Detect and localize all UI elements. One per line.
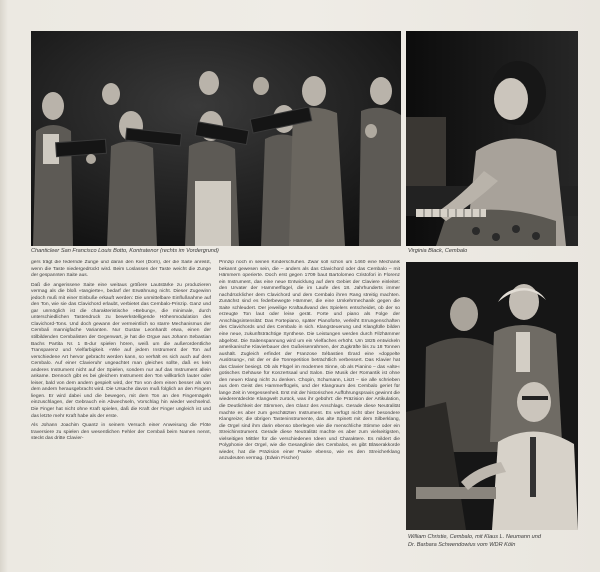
paragraph: Prinzip noch in seinen Kinderschuhen. Zwar soll schon um 1460 eine Mechanik bekannt gewesen sein, die – anders als das Clavichord oder das Cembalo – mit Hämmern operierte. Doch erst gegen 1709 baut Bartolomeo Cristofori in Florenz ein Instrument, das eine neue Entwicklung auf dem Gebiet der Claviere einleitet: den Urvater der Hammerflügel, die im Laufe des 18. Jahrhunderts immer nachdrücklicher dem Clavichord und dem Cembalo ihren Rang streitig machten. Zunächst sind es federbewegte Hämmer, die eine Umkehrmechanik gegen die Saite schleudert. Der jeweilige Kraftaufwand des Spielers entscheidet, ob der so erzeugte Ton laut oder leise gerät. Forte und piano als Folge der Anschlagsintensität: Das Fortepiano, später Pianoforte, verleiht Errungenschaften des Clavichords und des Cembalo in sich. Klangsteuerung und Klangfülle bilden eine neue, zukunftsträchtige Synthese. Die Leistungen werden durch Filzhämmer abgelöst. Die Saitenspannung wird um ein Vielfaches erhöht. Um 1825 entwickeln amerikanische Klavierbauer den Gußeisenrahmen, der Zugkräfte bis zu 18 Tonnen aushält. Zugleich erfindet der Franzose Sébastien Érard eine »doppelte Auslösung«, mit der er die Tonrepetition beträchtlich verbessert. Das Klavier hat das Clavier besiegt. Ob als Flügel im modernen Sinne, ob als Pianino – das »alte« gotisches Gehäuse für Konzertsaal und Salon. Die Musik der Romantik ist ohne den neuen Klang nicht zu denken. Chopin, Schumann, Liszt – sie alle schrieben aus dem Geist des Hammerflügels, und der Klangraum des Cembalo geriet für lange Zeit in Vergessenheit. Erst mit der historischen Aufführungspraxis gewinnt die wiederentdeckte Klangwelt zurück, was ihr gebührt: die Präzision der Artikulation, die Deutlichkeit der Stimmen, den Glanz des Anschlags. Gerade diese Neutralität machte es aber zum geschätzten Instrument. Es verfügt nicht über besondere Klangreize; die übrigen Tasteninstrumente, das alte Spinett mit dem Silberklang, die Orgel sind ihm darin ebenso überlegen wie die menschliche Stimme oder ein Streichinstrument. Gerade diese Neutralität machte es aber zum vielseitigsten, vielseitigen Mittler für die verschiedenen Ideen und Charaktere. Es mildert die Polyphonie der Orgel, wie die Gesanglinie des Cembalos, es gibt Bläserakkorde wieder, hat die Präzision einer Pauke ebenso, wie es den Streicherklang anzudeuten vermag. (Edwin Fischer) xyxy=(219,260,400,462)
paragraph: gers trägt die federnde Zunge und daran den Kiel (Dorn), der die Saite anreißt, wenn die Taste niedergedrückt wird. Beim Loslassen der Taste weicht die Zunge der gespannten Saite aus. xyxy=(31,260,211,279)
paragraph: Daß die angerissene Saite eine weitaus größere Lautstärke zu produzieren vermag als die bloß »tangierte«, bedarf der Erwähnung nicht. Dieser Zugewinn jedoch muß mit einer Einbuße erkauft werden: Die unmittelbare Einflußnahme auf den Ton, wie sie das Clavichord erlaubt, verbietet das Cembalo-Prinzip. Ganz und gar unmöglich ist die charakteristische »Bebung«, die minimale, durch unterschiedlichen Tastendruck zu bewerkstelligende Höhenmodulation des Clavichord-Tons. Und doch gewann der vermeintlich so starre Mechanismus der Cembali mannigfache Varianten. Nur Gustav Leonhardt etwa, einen der stilbildenden Cembalisten der Gegenwart, je hat die Orgue aus Johann Sebastian Bachs Partita Nr. 1 B-dur spielen hören, weiß um die außerordentliche Transparenz und Vielfarbigkeit. »Wie auf jedem Instrument der Ton auf verschiedene Art hervor gebracht werden kann, so verhält es sich auch auf dem Cembalo. Auf einer Clavieruhr ungeachtet man gleiches sollte, daß es kein anderes Instrument nicht auf der Spielen, sondern nur auf das Instrument allein ankame. Dennoch gibt es bei gleichem Instrument den Ton willkürlich lauter oder leiser, bald von dem andern gespielt wird, der Ton von dem einen besser als von dem andern herausgebracht wird. Die Ursache davon muß folglich an den Fingern liegen. Er wird dabei und die bewegen, mit dem Ton an den Fingernägeln einzuschlagen, der Gebrauch ein Abwechseln, Vorschlag hin wieder wechselnd. Die Finger hat nicht ohne Kraft spielen, daß die Kraft der Finger ungleich ist und das letzte mehr Kraft habe als der erste. xyxy=(31,282,211,419)
paragraph: Als Johann Joachim Quantz in seinem Versuch einer Anweisung die Flöte traversiere zu spielen den wesentlichen Fehler der Cembali beim Namen nennt, steckt das dritte Clavier- xyxy=(31,423,211,442)
recording-session-caption-line-1: William Christie, Cembalo, mit Klaus L. Neumann und xyxy=(408,534,542,540)
recording-session-caption-line-2: Dr. Barbara Schwendowius vom WDR Köln xyxy=(408,542,516,548)
recording-session-photo xyxy=(406,262,578,530)
choir-photo-caption: Chanticleer San Francisco Louis Botto, Kontratenor (rechts im Vordergrund) xyxy=(31,248,219,254)
choir-photo xyxy=(31,31,401,246)
harpsichordist-caption: Virginia Black, Cembalo xyxy=(408,248,468,254)
article-column-2 xyxy=(219,260,400,566)
article-column-1 xyxy=(31,260,211,566)
harpsichordist-photo xyxy=(406,31,578,246)
